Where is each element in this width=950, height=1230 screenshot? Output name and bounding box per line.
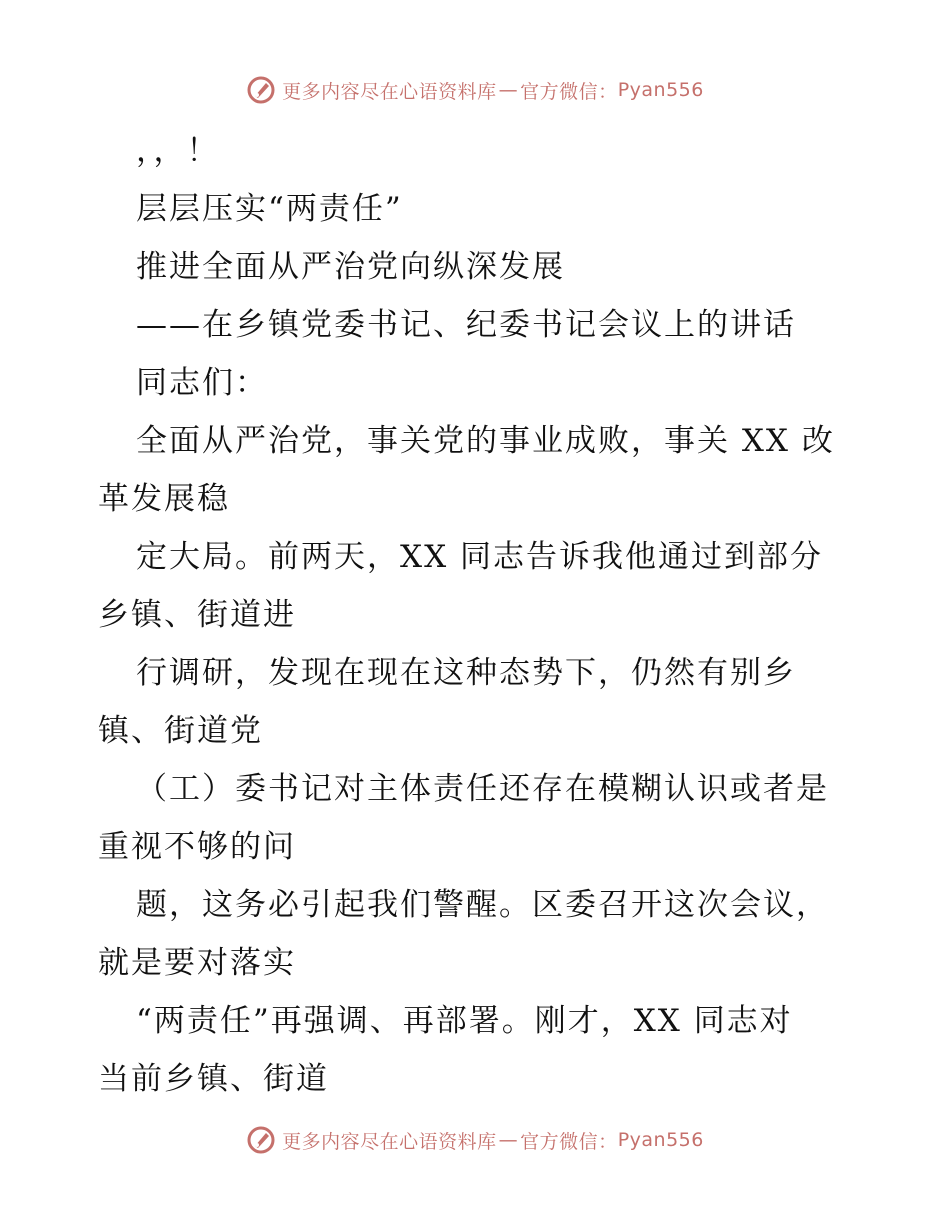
doc-line: 镇、街道党	[98, 713, 263, 749]
watermark-brand-text: 更多内容尽在心语资料库	[282, 80, 497, 103]
doc-line: 革发展稳	[98, 481, 230, 517]
watermark-wechat-id: Pyan556	[617, 79, 704, 101]
watermark-brand-text: 更多内容尽在心语资料库	[282, 1130, 497, 1153]
doc-subtitle-line: ——在乡镇党委书记、纪委书记会议上的讲话	[136, 307, 796, 343]
doc-line: 全面从严治党，事关党的事业成败，事关 XX 改	[136, 423, 835, 459]
doc-line: （工）委书记对主体责任还存在模糊认识或者是	[136, 771, 829, 807]
doc-line: ，，！	[136, 133, 220, 169]
watermark-banner-bottom	[0, 1120, 950, 1160]
doc-line: 定大局。前两天，XX 同志告诉我他通过到部分	[136, 539, 823, 575]
doc-line: 当前乡镇、街道	[98, 1061, 329, 1097]
doc-salutation: 同志们：	[136, 365, 268, 401]
watermark-dash: —	[498, 1129, 519, 1151]
doc-line: 行调研，发现在现在这种态势下，仍然有别乡	[136, 655, 796, 691]
doc-line: “两责任”再强调、再部署。刚才，XX 同志对	[136, 1003, 793, 1039]
pen-circle-icon	[246, 75, 276, 105]
watermark-wechat-label: 官方微信：	[520, 1130, 618, 1153]
doc-title-line: 层层压实“两责任”	[136, 191, 403, 227]
pen-circle-icon	[246, 1125, 276, 1155]
doc-line: 重视不够的问	[98, 829, 296, 865]
watermark-wechat-id: Pyan556	[617, 1129, 704, 1151]
doc-line: 乡镇、街道进	[98, 597, 296, 633]
watermark-dash: —	[498, 79, 519, 101]
watermark-banner-top	[0, 70, 950, 110]
watermark-wechat-label: 官方微信：	[520, 80, 618, 103]
doc-line: 就是要对落实	[98, 945, 296, 981]
doc-title-line: 推进全面从严治党向纵深发展	[136, 249, 565, 285]
doc-line: 题，这务必引起我们警醒。区委召开这次会议，	[136, 887, 829, 923]
